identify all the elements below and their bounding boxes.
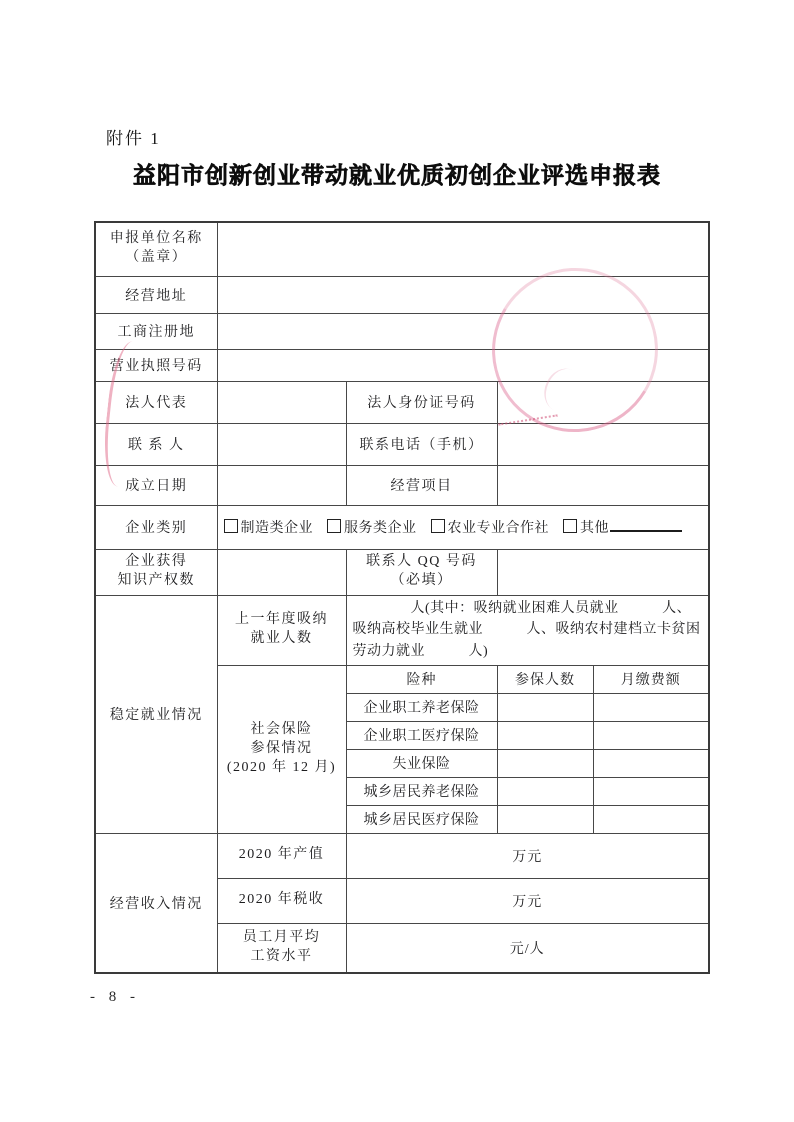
legal-id-value-cell bbox=[497, 381, 709, 423]
insured-count-cell bbox=[497, 777, 593, 805]
average-wage-label: 员工月平均 工资水平 bbox=[217, 923, 346, 973]
page-number: - 8 - bbox=[90, 989, 140, 1005]
legal-rep-label: 法人代表 bbox=[95, 381, 217, 423]
checkbox-icon bbox=[327, 519, 341, 533]
output-value-unit-cell: 万元 bbox=[346, 833, 709, 878]
fill-in-blank-line bbox=[610, 517, 682, 532]
legal-rep-value-cell bbox=[217, 381, 346, 423]
row-founding-date bbox=[95, 465, 709, 505]
category-option-manufacturing: 制造类企业 bbox=[224, 521, 314, 536]
ip-count-value-cell bbox=[217, 549, 346, 595]
insurance-type-label: 企业职工医疗保险 bbox=[346, 721, 497, 749]
license-value-cell bbox=[217, 349, 709, 381]
row-output-value bbox=[95, 833, 709, 878]
monthly-amount-cell bbox=[593, 777, 709, 805]
project-value-cell bbox=[497, 465, 709, 505]
contact-value-cell bbox=[217, 423, 346, 465]
category-option-other: 其他 bbox=[563, 521, 682, 536]
monthly-amount-cell bbox=[593, 805, 709, 833]
insured-count-cell bbox=[497, 749, 593, 777]
license-label: 营业执照号码 bbox=[95, 349, 217, 381]
insurance-type-label: 城乡居民养老保险 bbox=[346, 777, 497, 805]
page-title: 益阳市创新创业带动就业优质初创企业评选申报表 bbox=[133, 162, 661, 188]
insurance-col-type: 险种 bbox=[346, 665, 497, 693]
employment-section-label: 稳定就业情况 bbox=[95, 595, 217, 833]
category-option-agriculture-coop: 农业专业合作社 bbox=[431, 521, 550, 536]
application-form-table bbox=[94, 221, 710, 974]
row-license bbox=[95, 349, 709, 381]
contact-label: 联 系 人 bbox=[95, 423, 217, 465]
registration-label: 工商注册地 bbox=[95, 313, 217, 349]
legal-id-label: 法人身份证号码 bbox=[346, 381, 497, 423]
output-value-label: 2020 年产值 bbox=[217, 833, 346, 878]
ip-count-label: 企业获得 知识产权数 bbox=[95, 549, 217, 595]
insurance-section-label: 社会保险 参保情况 (2020 年 12 月) bbox=[217, 665, 346, 833]
row-address bbox=[95, 276, 709, 313]
row-registration bbox=[95, 313, 709, 349]
average-wage-unit-cell: 元/人 bbox=[346, 923, 709, 973]
category-option-service: 服务类企业 bbox=[327, 521, 417, 536]
last-year-employment-label: 上一年度吸纳 就业人数 bbox=[217, 595, 346, 665]
row-unit-name bbox=[95, 222, 709, 276]
address-label: 经营地址 bbox=[95, 276, 217, 313]
project-label: 经营项目 bbox=[346, 465, 497, 505]
insurance-type-label: 城乡居民医疗保险 bbox=[346, 805, 497, 833]
phone-label: 联系电话（手机） bbox=[346, 423, 497, 465]
monthly-amount-cell bbox=[593, 749, 709, 777]
founding-date-label: 成立日期 bbox=[95, 465, 217, 505]
row-category bbox=[95, 505, 709, 549]
qq-label: 联系人 QQ 号码 （必填） bbox=[346, 549, 497, 595]
row-ip-count bbox=[95, 549, 709, 595]
unit-name-label: 申报单位名称 （盖章） bbox=[95, 222, 217, 276]
insurance-col-count: 参保人数 bbox=[497, 665, 593, 693]
qq-value-cell bbox=[497, 549, 709, 595]
category-options bbox=[224, 521, 683, 536]
attachment-label: 附件 1 bbox=[106, 129, 161, 148]
checkbox-icon bbox=[563, 519, 577, 533]
insurance-type-label: 企业职工养老保险 bbox=[346, 693, 497, 721]
category-label: 企业类别 bbox=[95, 505, 217, 549]
tax-label: 2020 年税收 bbox=[217, 878, 346, 923]
category-options-cell bbox=[217, 505, 709, 549]
phone-value-cell bbox=[497, 423, 709, 465]
insured-count-cell bbox=[497, 721, 593, 749]
monthly-amount-cell bbox=[593, 721, 709, 749]
row-legal-rep bbox=[95, 381, 709, 423]
tax-unit-cell: 万元 bbox=[346, 878, 709, 923]
founding-date-value-cell bbox=[217, 465, 346, 505]
last-year-employment-value-cell: 人(其中：吸纳就业困难人员就业 人、吸纳高校毕业生就业 人、吸纳农村建档立卡贫困劳动力就业 人) bbox=[346, 595, 709, 665]
registration-value-cell bbox=[217, 313, 709, 349]
monthly-amount-cell bbox=[593, 693, 709, 721]
unit-name-value-cell bbox=[217, 222, 709, 276]
checkbox-icon bbox=[431, 519, 445, 533]
insurance-col-amount: 月缴费额 bbox=[593, 665, 709, 693]
row-last-year-employment bbox=[95, 595, 709, 665]
insurance-type-label: 失业保险 bbox=[346, 749, 497, 777]
row-contact bbox=[95, 423, 709, 465]
insured-count-cell bbox=[497, 805, 593, 833]
address-value-cell bbox=[217, 276, 709, 313]
checkbox-icon bbox=[224, 519, 238, 533]
income-section-label: 经营收入情况 bbox=[95, 833, 217, 973]
insured-count-cell bbox=[497, 693, 593, 721]
